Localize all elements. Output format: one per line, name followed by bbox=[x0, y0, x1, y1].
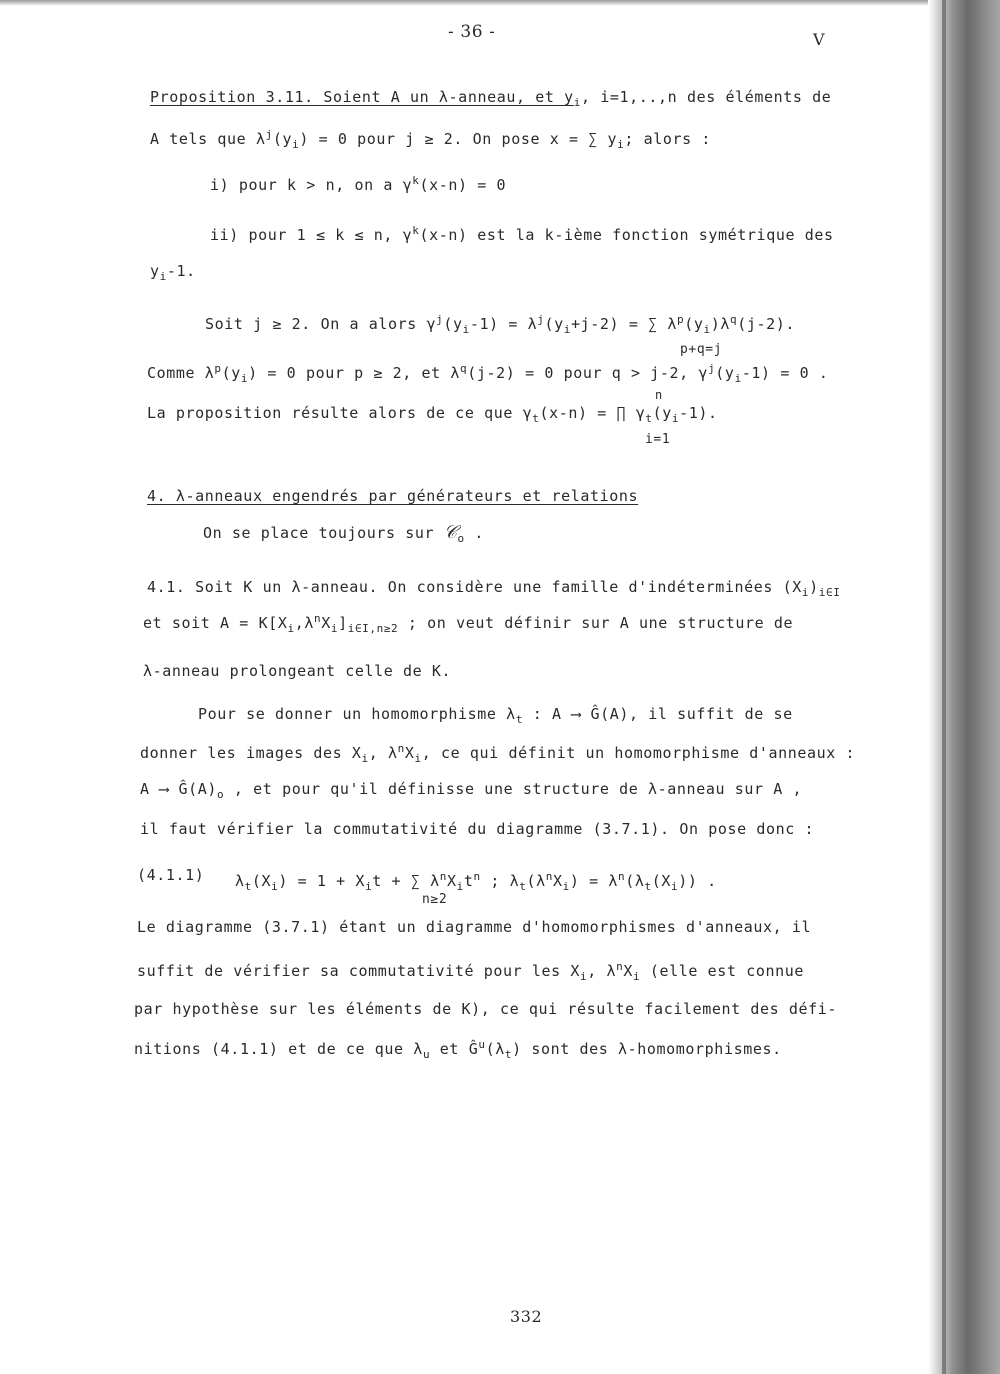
paragraph-3-line-3: par hypothèse sur les éléments de K), ce qui résulte facilement des défi- bbox=[134, 1000, 838, 1018]
proof-text: (y bbox=[684, 315, 704, 333]
paragraph-4-1-line-2: et soit $A = K[X_i,\lambda^nX_i]_{i\in I,n\ge 2}$ ; on veut définir sur A une structure de bbox=[143, 612, 794, 635]
proposition-item-i: i) pour k > n, on a $\gamma^k(x-n) = 0$ bbox=[210, 174, 507, 194]
proof-text: (y bbox=[652, 404, 672, 422]
proof-text: (j-2) = 0 pour q > j-2, γ bbox=[467, 364, 709, 382]
eq-text: ) = 1 + X bbox=[278, 872, 366, 890]
prop-item-text: ii) pour 1 ≤ k ≤ n, γ bbox=[210, 226, 413, 244]
paragraph-3-line-4: nitions (4.1.1) et de ce que $\lambda_u$ et $Ĝ^u(\lambda_t)$ sont des λ-homomorphismes. bbox=[134, 1038, 782, 1061]
prop-item-text: -1. bbox=[166, 262, 196, 280]
paragraph-text: ; on veut définir sur A une structure de bbox=[398, 614, 794, 632]
eq-text: ; λ bbox=[480, 872, 520, 890]
intro-text: On se place toujours sur bbox=[203, 524, 444, 542]
paragraph-2-line-2: donner les images des $X_i$, $\lambda^nX_i$, ce qui définit un homomorphisme d'anneaux : bbox=[140, 742, 856, 765]
prop-text: ; alors : bbox=[624, 130, 712, 148]
paragraph-text: ] bbox=[338, 614, 348, 632]
proof-text: (j-2). bbox=[737, 315, 796, 333]
proposition-item-ii-continued: $y_i-1$. bbox=[150, 262, 196, 283]
eq-text: (X bbox=[251, 872, 272, 890]
paragraph-2-line-1: Pour se donner un homomorphisme $\lambda_t$ : A ⟶ Ĝ(A), il suffit de se bbox=[198, 705, 793, 726]
paragraph-text: ) bbox=[809, 578, 819, 596]
proposition-line-2: A tels que $\lambda^j(y_i) = 0$ pour j ≥ 2. On pose x = ∑ $y_i$; alors : bbox=[150, 128, 712, 151]
prop-text: (y bbox=[272, 130, 293, 148]
paragraph-text: X bbox=[623, 962, 634, 980]
proof-text: (y bbox=[544, 315, 564, 333]
index-set-sub: i∈I,n≥2 bbox=[347, 622, 399, 635]
proof-line-1: Soit j ≥ 2. On a alors $\gamma^j(y_i-1) = \lambda^j(y_i+j-2)$ = ∑ $\lambda^p(y_i)\lambda^q(j-2)$. bbox=[205, 313, 796, 336]
product-lower-index: i=1 bbox=[645, 432, 671, 447]
proof-text: (y bbox=[443, 315, 463, 333]
proof-text: Comme λ bbox=[147, 364, 215, 382]
eq-text: X bbox=[552, 872, 563, 890]
paragraph-text: X bbox=[321, 614, 331, 632]
paragraph-text: 4.1. Soit K un λ-anneau. On considère une famille d'indéterminées (X bbox=[147, 578, 802, 596]
folio-number: 332 bbox=[510, 1307, 543, 1326]
eq-text: )) . bbox=[678, 872, 717, 890]
proof-text: Soit j ≥ 2. On a alors γ bbox=[205, 315, 437, 333]
proof-text: )λ bbox=[710, 315, 730, 333]
script-c-symbol: 𝒞 bbox=[443, 522, 458, 543]
paragraph-text: nitions (4.1.1) et de ce que λ bbox=[134, 1040, 423, 1058]
paragraph-text: (λ bbox=[485, 1040, 505, 1058]
product-upper-index: n bbox=[655, 388, 663, 402]
paragraph-2-line-4: il faut vérifier la commutativité du diagramme (3.7.1). On pose donc : bbox=[140, 820, 815, 838]
proposition-line-1: Proposition 3.11. Soient A un λ-anneau, et $y_i$, i=1,..,n des éléments de bbox=[150, 88, 832, 109]
section-4-title bbox=[147, 487, 638, 505]
paragraph-text: , λ bbox=[587, 962, 617, 980]
paragraph-3-line-2: suffit de vérifier sa commutativité pour les $X_i$, $\lambda^nX_i$ (elle est connue bbox=[137, 960, 804, 983]
sum-index-p-q: p+q=j bbox=[680, 342, 723, 357]
prop-text: , i=1,..,n des éléments de bbox=[581, 88, 832, 106]
paragraph-text: , ce qui définit un homomorphisme d'anneaux : bbox=[421, 744, 856, 762]
eq-text: λ bbox=[235, 872, 245, 890]
proof-text: ) = 0 pour p ≥ 2, et λ bbox=[248, 364, 461, 382]
eq-text: (λ bbox=[625, 872, 645, 890]
sum-index-n: n≥2 bbox=[422, 892, 448, 907]
paragraph-4-1-line-1: 4.1. Soit K un λ-anneau. On considère une famille d'indéterminées $(X_i)_{i\in I}$ bbox=[147, 578, 841, 599]
proof-text: -1) = λ bbox=[469, 315, 538, 333]
eq-text: X bbox=[446, 872, 457, 890]
prop-text: Proposition 3.11. Soient A un λ-anneau, et y bbox=[150, 88, 574, 106]
paragraph-text: A ⟶ Ĝ(A) bbox=[140, 780, 218, 798]
paragraph-text: X bbox=[404, 744, 415, 762]
eq-text: (λ bbox=[526, 872, 546, 890]
intro-text: . bbox=[464, 524, 485, 542]
proof-line-3: La proposition résulte alors de ce que $\gamma_t(x-n)$ = ∏ $\gamma_t(y_i-1)$. bbox=[147, 404, 718, 425]
prop-item-text: (x-n) est la k-ième fonction symétrique des bbox=[419, 226, 834, 244]
chapter-marker: V bbox=[813, 30, 826, 49]
prop-text: ) = 0 pour j ≥ 2. On pose x = ∑ y bbox=[299, 130, 618, 148]
eq-text: ) = λ bbox=[569, 872, 618, 890]
prop-item-text: y bbox=[150, 262, 160, 280]
section-title-text: 4. λ-anneaux engendrés par générateurs et relations bbox=[147, 487, 639, 505]
paragraph-4-1-line-3: λ-anneau prolongeant celle de K. bbox=[143, 662, 452, 680]
eq-text: (X bbox=[651, 872, 671, 890]
paragraph-text: Pour se donner un homomorphisme λ bbox=[198, 705, 516, 723]
index-set-sub: i∈I bbox=[818, 586, 841, 599]
proof-text: (y bbox=[221, 364, 241, 382]
proof-text: +j-2) = ∑ λ bbox=[571, 315, 677, 333]
paragraph-text: ,λ bbox=[294, 614, 314, 632]
eq-text: t + ∑ λ bbox=[372, 872, 440, 890]
paragraph-text: : A ⟶ Ĝ(A), il suffit de se bbox=[523, 705, 793, 723]
equation-4-1-1-label: (4.1.1) bbox=[137, 866, 205, 884]
paragraph-3-line-1: Le diagramme (3.7.1) étant un diagramme d'homomorphismes d'anneaux, il bbox=[137, 918, 812, 936]
paragraph-text: et Ĝ bbox=[430, 1040, 479, 1058]
page-number: - 36 - bbox=[448, 22, 496, 42]
paragraph-2-line-3: A ⟶ $Ĝ(A)_o$ , et pour qu'il définisse une structure de λ-anneau sur A , bbox=[140, 780, 803, 801]
proof-text: La proposition résulte alors de ce que γ bbox=[147, 404, 533, 422]
paragraph-text: suffit de vérifier sa commutativité pour les X bbox=[137, 962, 581, 980]
proof-text: (x-n) = ∏ γ bbox=[539, 404, 646, 422]
prop-item-text: (x-n) = 0 bbox=[419, 176, 507, 194]
paragraph-text: et soit A = K[X bbox=[143, 614, 288, 632]
paragraph-text: , λ bbox=[368, 744, 398, 762]
proof-line-2: Comme $\lambda^p(y_i) = 0$ pour p ≥ 2, et $\lambda^q(j-2) = 0$ pour q > j-2, $\gamma^j(y_i-1) = 0$ . bbox=[147, 362, 829, 385]
proof-text: (y bbox=[715, 364, 735, 382]
proposition-item-ii: ii) pour 1 ≤ k ≤ n, $\gamma^k(x-n)$ est la k-ième fonction symétrique des bbox=[210, 224, 834, 244]
paragraph-text: , et pour qu'il définisse une structure de λ-anneau sur A , bbox=[224, 780, 803, 798]
intro-sub: o bbox=[457, 532, 465, 545]
proof-text: -1) = 0 . bbox=[741, 364, 829, 382]
paragraph-text: donner les images des X bbox=[140, 744, 362, 762]
paragraph-text: ) sont des λ-homomorphismes. bbox=[512, 1040, 782, 1058]
prop-text: A tels que λ bbox=[150, 130, 266, 148]
prop-item-text: i) pour k > n, on a γ bbox=[210, 176, 413, 194]
equation-4-1-1: $\lambda_t(X_i) = 1 + X_it$ + ∑ $\lambda^nX_it^n$ ; $\lambda_t(\lambda^nX_i) = \lambda^n(\lambda_t(X_i))$ . bbox=[235, 870, 717, 893]
proof-text: -1). bbox=[679, 404, 718, 422]
scan-top-border bbox=[0, 0, 1000, 6]
scan-right-edge bbox=[928, 0, 1000, 1374]
section-4-intro bbox=[203, 522, 484, 545]
paragraph-text: (elle est connue bbox=[640, 962, 804, 980]
eq-text: t bbox=[463, 872, 474, 890]
